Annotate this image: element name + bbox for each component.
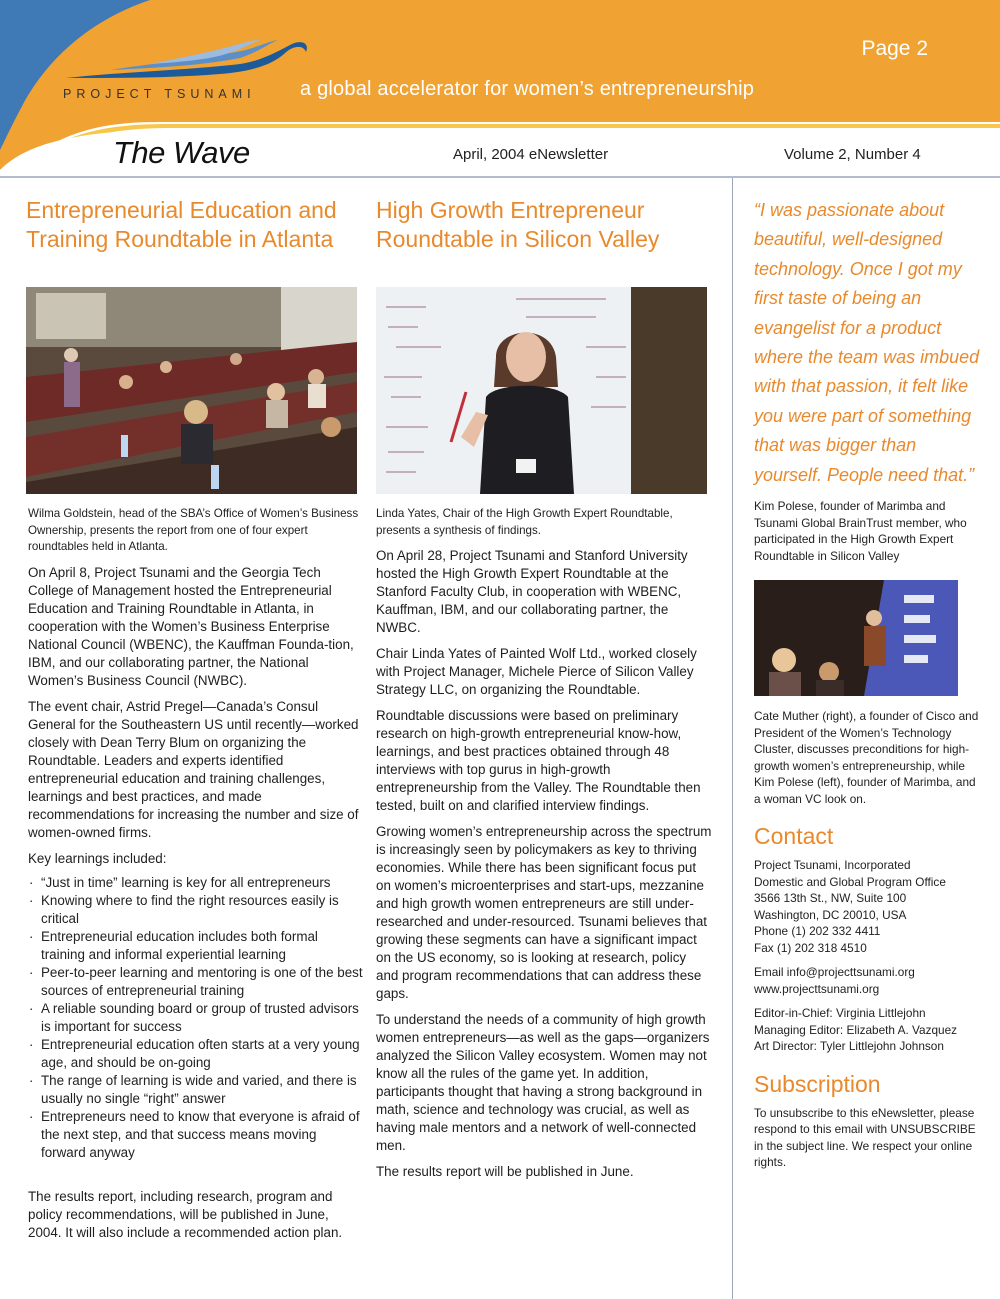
page-number: Page 2	[861, 37, 928, 60]
paragraph: Roundtable discussions were based on preliminary research on high-growth entrepreneurial know-how, learnings, and best practices obtained through 48 interviews with top gurus in high-growth entrepreneurship from the Valley. The Roundtable then tested, built on and clarified interview findings.	[376, 708, 701, 813]
newsletter-title: The Wave	[113, 135, 250, 170]
list-item: · “Just in time” learning is key for all entrepreneurs	[28, 874, 364, 892]
paragraph: To understand the needs of a community of high growth women entrepreneurs—as well as the gaps—organizers analyzed the Silicon Valley ecosystem. Women may not know all the rules of the game yet. In addition, participants thought that having a strong background in math, science and technology was crucial, as well as having male mentors and a network of well-connected men.	[376, 1012, 710, 1153]
volume-number: Volume 2, Number 4	[784, 146, 921, 163]
contact-phone: Phone (1) 202 332 4411	[754, 924, 881, 939]
managing-editor: Managing Editor: Elizabeth A. Vazquez	[754, 1022, 958, 1037]
paragraph: Growing women’s entrepreneurship across the spectrum is increasingly seen by policymakers as key to thriving economies. While there has been significant focus put on women’s microenterprises and start-ups, mezzanine and high growth women entrepreneurs are still under-researched and under-resourced. Tsunami believes that growing these segments can have a significant impact on the US economy, so is looking at research, policy and program recommendations that can address these gaps.	[376, 824, 712, 1001]
contact-line: Domestic and Global Program Office	[754, 874, 946, 889]
article-atlanta	[26, 196, 364, 1242]
key-learnings-list	[28, 874, 364, 1162]
list-item: · Knowing where to find the right resources easily is critical	[28, 892, 364, 928]
tagline: a global accelerator for women’s entrepreneurship	[300, 78, 755, 100]
paragraph: Chair Linda Yates of Painted Wolf Ltd., worked closely with Project Manager, Michele Pierce of Silicon Valley Strategy LLC, on organizing the Roundtable.	[376, 646, 697, 697]
list-item: · Peer-to-peer learning and mentoring is one of the best sources of entrepreneurial training	[28, 964, 364, 1000]
contact-line: Project Tsunami, Incorporated	[754, 858, 911, 873]
article-body	[26, 564, 364, 1242]
paragraph: The results report, including research, program and policy recommendations, will be published in June, 2004. It will also include a recommended action plan.	[28, 1188, 343, 1240]
linda-yates-photo	[376, 287, 707, 494]
contact-heading: Contact	[754, 823, 834, 850]
article-body	[376, 547, 712, 1181]
header-banner	[0, 0, 1000, 178]
contact-address	[754, 857, 980, 1055]
issue-date: April, 2004 eNewsletter	[453, 146, 609, 163]
pull-quote: “I was passionate about beautiful, well-designed technology. Once I got my first taste of being an evangelist for a product where the team was imbued with that passion, it felt like you were part of something that was bigger than yourself. People need that.”	[754, 200, 980, 485]
column-divider	[732, 178, 733, 1299]
paragraph: Key learnings included:	[28, 850, 167, 866]
photo-caption: Cate Muther (right), a founder of Cisco and President of the Women’s Technology Cluster, discusses preconditions for high-growth women’s entrepreneurship, while Kim Polese (left), founder of Marimba, and a woman VC look on.	[754, 709, 979, 806]
subscription-heading: Subscription	[754, 1070, 881, 1097]
article-silicon-valley	[376, 196, 712, 1181]
paragraph: The results report will be published in June.	[376, 1164, 634, 1179]
list-item: · Entrepreneurs need to know that everyone is afraid of the next step, and that success means moving forward anyway	[28, 1108, 364, 1162]
list-item: · A reliable sounding board or group of trusted advisors is important for success	[28, 1000, 364, 1036]
sidebar	[754, 196, 980, 1171]
article-headline: Entrepreneurial Education and Training Roundtable in Atlanta	[26, 197, 337, 252]
photo-caption: Linda Yates, Chair of the High Growth Expert Roundtable, presents a synthesis of findings.	[376, 507, 673, 537]
paragraph: On April 28, Project Tsunami and Stanford University hosted the High Growth Expert Roundtable at the Stanford Faculty Club, in cooperation with WBENC, Kauffman, IBM, and our collaborating partner, the NWBC.	[376, 548, 688, 635]
contact-line: 3566 13th St., NW, Suite 100	[754, 891, 907, 906]
list-item: · Entrepreneurial education often starts at a very young age, and should be on-going	[28, 1036, 364, 1072]
paragraph: The event chair, Astrid Pregel—Canada’s Consul General for the Southeastern US until recently—worked closely with Dean Terry Blum on organizing the Roundtable. Leaders and experts identified entrepreneurial education and training challenges, learnings and best practices, and made recommendations for increasing the number and size of women-owned firms.	[28, 698, 359, 840]
contact-line: Washington, DC 20010, USA	[754, 907, 907, 922]
art-director: Art Director: Tyler Littlejohn Johnson	[754, 1039, 944, 1054]
editor-in-chief: Editor-in-Chief: Virginia Littlejohn	[754, 1006, 926, 1021]
subscription-text: To unsubscribe to this eNewsletter, please respond to this email with UNSUBSCRIBE in the subject line. We respect your online rights.	[754, 1105, 976, 1170]
cate-muther-photo	[754, 580, 958, 696]
contact-fax: Fax (1) 202 318 4510	[754, 940, 867, 955]
roundtable-atlanta-photo	[26, 287, 357, 494]
contact-email-link[interactable]: Email info@projecttsunami.org	[754, 965, 915, 980]
quote-attribution: Kim Polese, founder of Marimba and Tsunami Global BrainTrust member, who participated in the High Growth Expert Roundtable in Silicon Valley	[754, 499, 967, 563]
list-item: · The range of learning is wide and varied, and there is usually no single “right” answer	[28, 1072, 364, 1108]
paragraph: On April 8, Project Tsunami and the Georgia Tech College of Management hosted the Entrepreneurial Education and Training Roundtable in Atlanta, in cooperation with the Women’s Business Enterprise National Council (WBENC), the Kauffman Founda-tion, IBM, and our collaborating partner, the National Women’s Business Council (NWBC).	[28, 564, 354, 688]
logo-text: PROJECT TSUNAMI	[63, 87, 256, 101]
list-item: · Entrepreneurial education includes both formal training and informal experiential learning	[28, 928, 364, 964]
photo-caption: Wilma Goldstein, head of the SBA’s Office of Women’s Business Ownership, presents the report from one of four expert roundtables held in Atlanta.	[28, 507, 359, 553]
website-link[interactable]: www.projecttsunami.org	[754, 981, 880, 996]
article-headline: High Growth Entrepreneur Roundtable in Silicon Valley	[376, 197, 660, 252]
